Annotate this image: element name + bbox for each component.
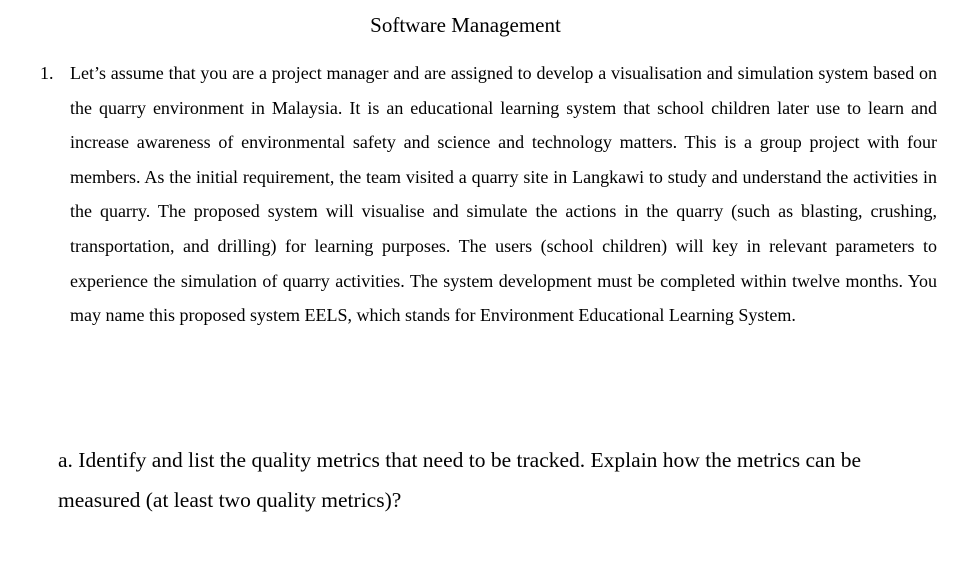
page-title: Software Management bbox=[370, 13, 561, 37]
question-number: 1. bbox=[40, 63, 54, 83]
question-body: Let’s assume that you are a project manager and are assigned to develop a visualisation and simulation system based on the quarry environment in Malaysia. It is an educational learning system that school children later use to learn and increase awareness of environmental safety and science and technology matters. This is a group project with four members. As the initial requirement, the team visited a quarry site in Langkawi to study and understand the activities in the quarry. The proposed system will visualise and simulate the actions in the quarry (such as blasting, crushing, transportation, and drilling) for learning purposes. The users (school children) will key in relevant parameters to experience the simulation of quarry activities. The system development must be completed within twelve months. You may name this proposed system EELS, which stands for Environment Educational Learning System. bbox=[70, 63, 937, 326]
sub-question-a: a. Identify and list the quality metrics that need to be tracked. Explain how the metrics can be measured (at least two quality metrics)? bbox=[58, 448, 861, 512]
